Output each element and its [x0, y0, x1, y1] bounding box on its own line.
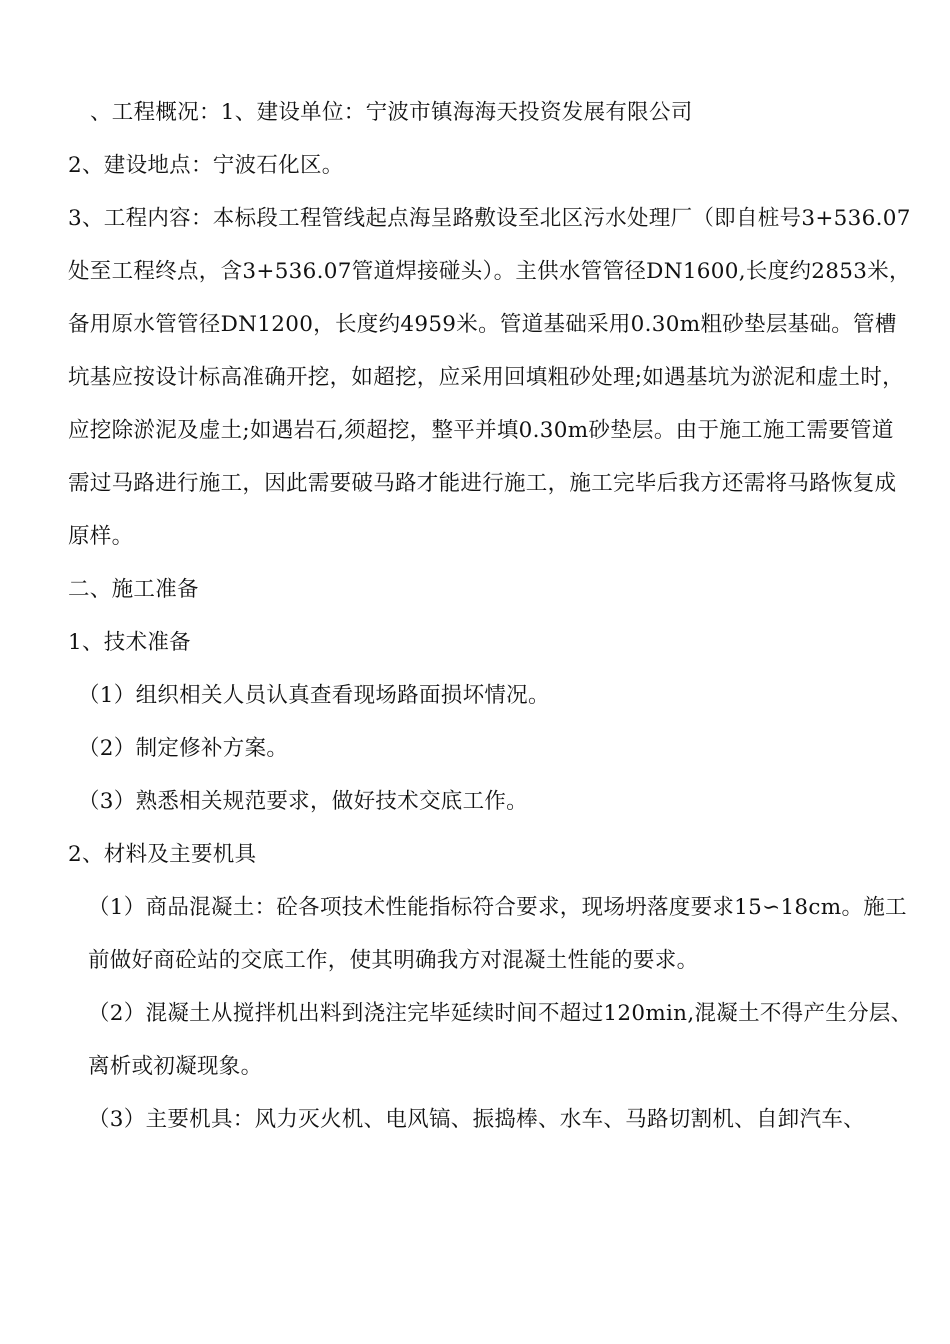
list-item-tech-2: （2）制定修补方案。: [78, 736, 289, 761]
heading-construction-preparation: 二、施工准备: [68, 577, 199, 602]
document-body: [68, 86, 913, 1146]
list-item-material-3: （3）主要机具：风力灭火机、电风镐、振捣棒、水车、马路切割机、自卸汽车、: [88, 1107, 865, 1132]
paragraph-construction-site: 2、建设地点：宁波石化区。: [68, 153, 344, 178]
heading-technical-preparation: 1、技术准备: [68, 630, 191, 655]
list-item-tech-3: （3）熟悉相关规范要求，做好技术交底工作。: [78, 789, 528, 814]
heading-materials-machinery: 2、材料及主要机具: [68, 842, 257, 867]
paragraph-project-overview: 、工程概况：1、建设单位：宁波市镇海海天投资发展有限公司: [90, 100, 693, 125]
paragraph-project-content: 3、工程内容：本标段工程管线起点海呈路敷设至北区污水处理厂（即自桩号3+536.07处至工程终点，含3+536.07管道焊接碰头）。主供水管管径DN1600,长度约2853米，备用原水管管径DN1200，长度约4959米。管道基础采用0.30m粗砂垫层基础。管槽坑基应按设计标高准确开挖，如超挖，应采用回填粗砂处理;如遇基坑为淤泥和虚土时，应挖除淤泥及虚土;如遇岩石,须超挖，整平并填0.30m砂垫层。由于施工施工需要管道需过马路进行施工，因此需要破马路才能进行施工，施工完毕后我方还需将马路恢复成原样。: [68, 206, 911, 549]
list-item-material-2: （2）混凝土从搅拌机出料到浇注完毕延续时间不超过120min,混凝土不得产生分层、离析或初凝现象。: [88, 1001, 913, 1079]
list-item-material-1: （1）商品混凝土：砼各项技术性能指标符合要求，现场坍落度要求15∽18cm。施工前做好商砼站的交底工作，使其明确我方对混凝土性能的要求。: [88, 895, 907, 973]
list-item-tech-1: （1）组织相关人员认真查看现场路面损坏情况。: [78, 683, 550, 708]
